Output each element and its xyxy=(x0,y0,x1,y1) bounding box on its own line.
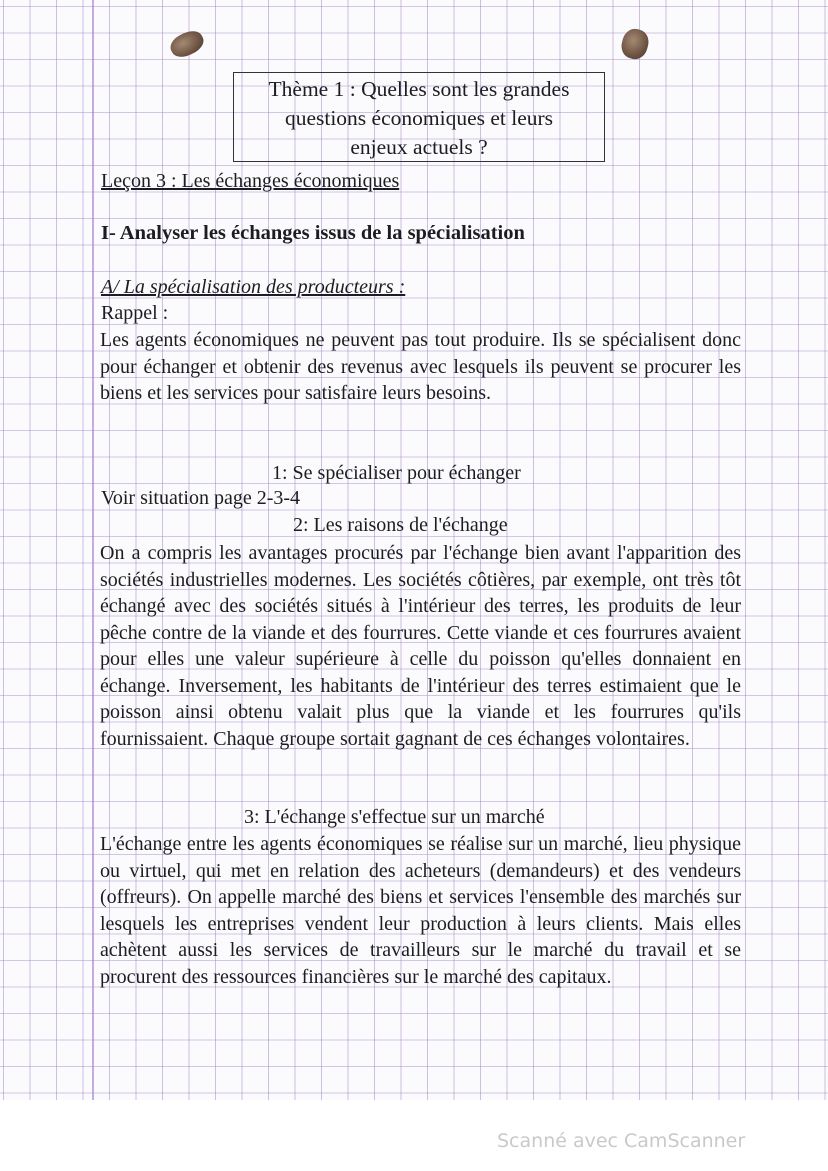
section-1-title: 1: Se spécialiser pour échanger xyxy=(272,462,521,484)
section-3-title: 3: L'échange s'effectue sur un marché xyxy=(244,806,545,828)
rappel-label: Rappel : xyxy=(101,302,169,324)
theme-line-2: questions économiques et leurs xyxy=(284,106,554,130)
section-1-note: Voir situation page 2-3-4 xyxy=(101,487,301,509)
theme-line-1: Thème 1 : Quelles sont les grandes xyxy=(268,77,570,101)
subpart-title: A/ La spécialisation des producteurs : xyxy=(101,276,406,298)
scanner-watermark: Scanné avec CamScanner xyxy=(497,1130,746,1152)
theme-title-box xyxy=(233,72,605,162)
margin-line xyxy=(92,0,94,1100)
section-2-paragraph: On a compris les avantages procurés par l'échange bien avant l'apparition des sociétés industrielles modernes. Les sociétés côtières, par exemple, ont très tôt échangé avec des sociétés situés à l'intérieur des terres, les produits de leur pêche contre de la viande et des fourrures. Cette viande et ces fourrures avaient pour elles une valeur supérieure à celle du poisson qu'elles donnaient en échange. Inversement, les habitants de l'intérieur des terres estimaient que le poisson ainsi obtenu valait plus que la viande et les fourrures qu'ils fournissaient. Chaque groupe sortait gagnant de ces échanges volontaires. xyxy=(100,542,741,750)
part-title: I- Analyser les échanges issus de la spécialisation xyxy=(101,222,525,244)
rappel-paragraph: Les agents économiques ne peuvent pas tout produire. Ils se spécialisent donc pour échanger et obtenir des revenus avec lesquels ils peuvent se procurer les biens et les services pour satisfaire leurs besoins. xyxy=(100,329,741,404)
section-2-title: 2: Les raisons de l'échange xyxy=(293,514,508,536)
lesson-title: Leçon 3 : Les échanges économiques xyxy=(101,170,400,192)
section-3-paragraph: L'échange entre les agents économiques se réalise sur un marché, lieu physique ou virtuel, qui met en relation des acheteurs (demandeurs) et des vendeurs (offreurs). On appelle marché des biens et services l'ensemble des marchés sur lesquels les entreprises vendent leur production à leurs clients. Mais elles achètent aussi les services de travailleurs sur le marché du travail et se procurent des ressources financières sur le marché des capitaux. xyxy=(100,833,741,988)
theme-line-3: enjeux actuels ? xyxy=(350,135,488,159)
